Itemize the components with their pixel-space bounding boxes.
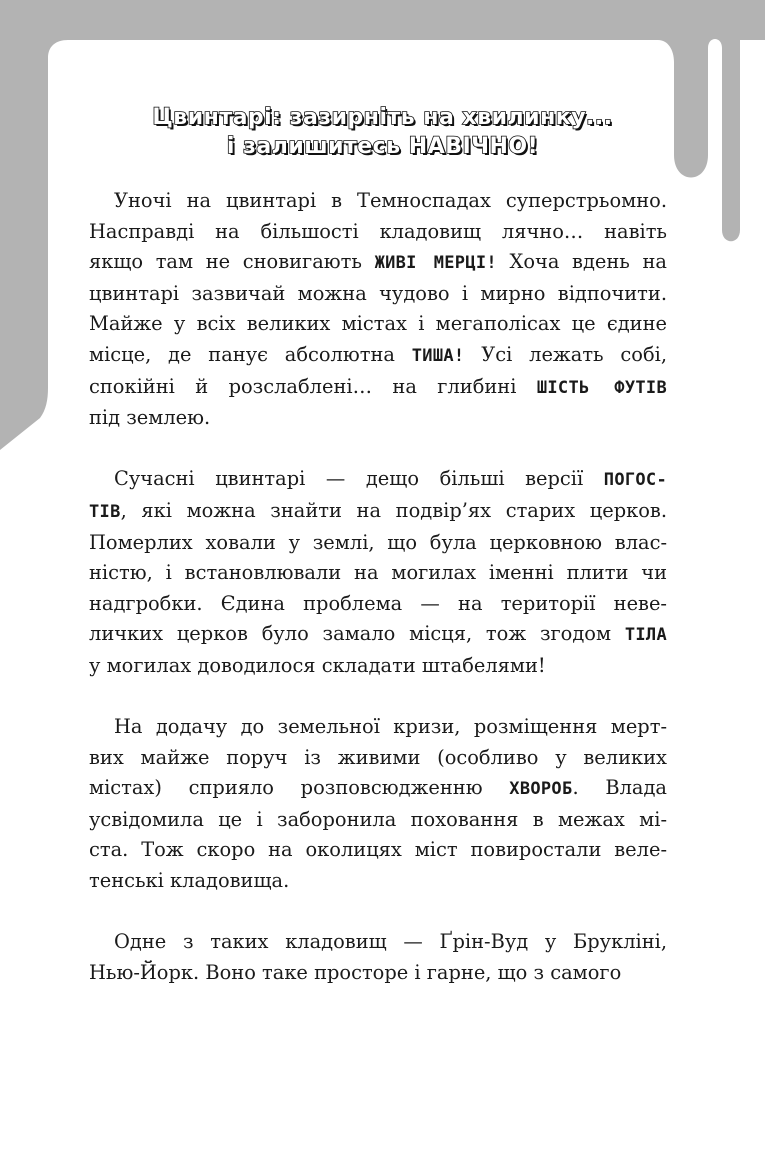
text-run: Уночі на цвинтарі в Темноспадах суперстрьомно.: [114, 189, 667, 212]
text-run: , які можна знайти на подвір’ях старих церков.: [120, 498, 667, 522]
text-line: [89, 403, 667, 434]
emphasis-keyword: ТІВ: [89, 501, 121, 522]
text-run: личких церков було замало місця, тож згодом: [89, 622, 625, 646]
text-run: Нью-Йорк. Воно таке просторе і гарне, що з самого: [89, 960, 622, 984]
text-line: [89, 835, 667, 866]
text-run: тенські кладовища.: [89, 869, 290, 893]
text-run: містах) сприяло розповсюдженню: [89, 776, 510, 800]
text-run: Насправді на більшості кладовищ лячно… навіть: [89, 219, 667, 243]
text-line: [89, 773, 667, 805]
text-run: Хоча вдень на: [496, 250, 667, 274]
paragraph-1: [89, 186, 667, 434]
text-line: [89, 927, 667, 958]
text-run: вих майже поруч із живими (особливо у великих: [89, 745, 667, 769]
heading-line-1: Цвинтарі: зазирніть на хвилинку...: [152, 105, 613, 130]
text-run: Сучасні цвинтарі — дещо більші версії: [114, 467, 604, 491]
text-line: [89, 558, 667, 589]
text-run: ста. Тож скоро на околицях міст повиростали веле-: [89, 838, 667, 862]
text-line: [89, 743, 667, 774]
text-run: у могилах доводилося складати штабелями!: [89, 653, 546, 677]
text-run: Усі лежать собі,: [464, 342, 667, 366]
text-line: [89, 958, 667, 989]
text-line: [89, 619, 667, 651]
text-line: [89, 340, 667, 372]
text-run: Померлих ховали у землі, що була церковною влас-: [89, 530, 667, 554]
text-run: цвинтарі зазвичай можна чудово і мирно відпочити.: [89, 281, 667, 305]
text-line: [89, 805, 667, 836]
emphasis-keyword: ЖИВІ МЕРЦІ!: [374, 253, 497, 274]
text-line: [89, 496, 667, 528]
text-run: надгробки. Єдина проблема — на території неве-: [89, 591, 667, 615]
text-line: [89, 279, 667, 310]
text-line: [89, 651, 667, 682]
emphasis-keyword: ХВОРОБ: [509, 779, 573, 800]
text-run: якщо там не сновигають: [89, 250, 375, 274]
text-line: [89, 247, 667, 279]
text-line: [89, 186, 667, 217]
text-line: [89, 866, 667, 897]
text-run: Одне з таких кладовищ — Ґрін-Вуд у Брукліні,: [114, 930, 667, 954]
article-body: [89, 186, 667, 1019]
text-run: спокійні й розслаблені… на глибині: [89, 374, 537, 398]
text-line: [89, 712, 667, 743]
heading-line-2: і залишитесь НАВІЧНО!: [226, 134, 539, 159]
text-run: місце, де панує абсолютна: [89, 342, 412, 366]
text-run: . Влада: [572, 776, 667, 800]
paragraph-3: [89, 712, 667, 897]
emphasis-keyword: ШІСТЬ ФУТІВ: [536, 377, 667, 398]
emphasis-keyword: ТИША!: [411, 345, 465, 366]
text-run: усвідомила це і заборонила поховання в межах мі-: [89, 807, 667, 831]
text-line: [89, 464, 667, 496]
paragraph-2: [89, 464, 667, 681]
paragraph-4: [89, 927, 667, 988]
text-line: [89, 528, 667, 559]
text-run: під землею.: [89, 406, 211, 430]
emphasis-keyword: ТІЛА: [624, 625, 667, 646]
text-run: Майже у всіх великих містах і мегаполісах це єдине: [89, 312, 667, 336]
text-run: На додачу до земельної кризи, розміщення мерт-: [114, 715, 667, 739]
text-line: [89, 217, 667, 248]
text-line: [89, 309, 667, 340]
text-line: [89, 372, 667, 404]
text-run: ністю, і встановлювали на могилах іменні плити чи: [89, 561, 667, 585]
emphasis-keyword: ПОГОС-: [603, 470, 667, 491]
chapter-heading: [0, 103, 765, 161]
text-line: [89, 589, 667, 620]
